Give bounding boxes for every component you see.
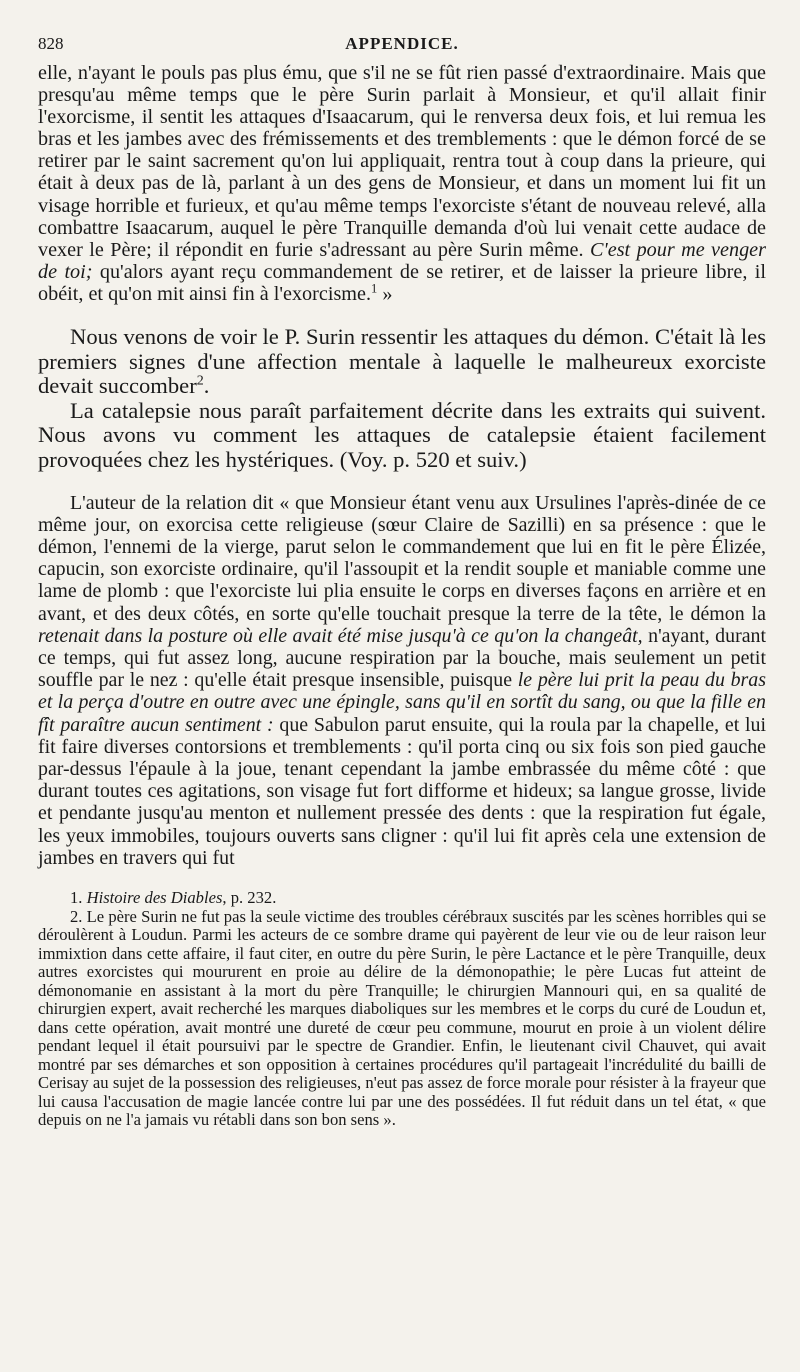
footnote-ref-1: 1 — [371, 281, 378, 296]
running-title: APPENDICE. — [345, 34, 459, 53]
footnote-2: 2. Le père Surin ne fut pas la seule victime des troubles cérébraux suscités par les scènes horribles qui se déroulèrent à Loudun. Parmi les acteurs de ce sombre drame qui payèrent de leur vie ou de leur raison leur immixtion dans cette affaire, il faut citer, en outre du père Surin, le père Lactance et le père Tranquille, deux autres exorcistes qui moururent en proie au délire de la démonopathie; le père Lucas fut atteint de démonomanie en assistant à la mort du père Tranquille; le chirurgien Mannouri qui, en sa qualité de chirurgien expert, avait recherché les marques diaboliques sur les membres et le corps du curé de Loudun et, dans cette opération, avait montré une dureté de cœur peu commune, mourut en proie à un violent délire pendant lequel il était poursuivi par le spectre de Grandier. Enfin, le lieutenant civil Chauvet, qui avait montré par ses démarches et son opposition à certaines procédures qu'il partageait l'incrédulité du bailli de Cerisay au sujet de la possession des religieuses, n'eut pas assez de force morale pour résister à la frayeur que lui causa l'accusation de magie lancée contre lui par une des possédées. Il fut réduit dans un tel état, « que depuis on ne l'a jamais vu rétabli dans son bon sens ». — [38, 906, 766, 1130]
footnote-1: 1. Histoire des Diables, p. 232. — [70, 888, 277, 908]
page-number: 828 — [38, 34, 64, 53]
quoted-continuation — [38, 62, 766, 305]
footnotes — [38, 889, 766, 1130]
page-header — [38, 34, 766, 62]
italic-quote: C'est pour me venger de toi; — [38, 238, 766, 283]
relation-excerpt — [38, 492, 766, 869]
paragraph-4: L'auteur de la relation dit « que Monsieur étant venu aux Ursulines l'après-dinée de ce même jour, on exorcisa cette religieuse (sœur Claire de Sazilli) en sa présence : que le démon, l'ennemi de la vierge, parut selon le commandement que lui en fit le père Élizée, capucin, son exorciste ordinaire, qu'il l'assoupit et la rendit souple et maniable comme une lame de plomb : que l'exorciste lui plia ensuite le corps en diverses façons en arrière et en avant, et des deux côtés, en sorte qu'elle touchait presque la terre de la tête, le démon la retenait dans la posture où elle avait été mise jusqu'à ce qu'on la changeât, n'ayant, durant ce temps, qui fut assez long, aucune respiration par la bouche, mais seulement un petit souffle par le nez : qu'elle était presque insensible, puisque le père lui prit la peau du bras et la perça d'outre en outre avec une épingle, sans qu'il en sortît du sang, ou que la fille en fît paraître aucun sentiment : que Sabulon parut ensuite, qui la roula par la chapelle, et lui fit faire diverses contorsions et tremblements : qu'il porta cinq ou six fois son pied gauche par-dessus l'épaule à la joue, tenant cependant la jambe embrassée du même côté : que durant toutes ces agitations, son visage fut fort difforme et hideux; sa langue grosse, livide et pendante jusqu'au menton et nullement pressée des dents : que la respiration fut égale, les yeux immobiles, toujours ouverts sans cligner : qu'il lui fit après cela une extension de jambes en travers qui fut — [38, 491, 766, 869]
footnote-ref-2: 2 — [196, 373, 204, 389]
paragraph-3: La catalepsie nous paraît parfaitement décrite dans les extraits qui suivent. Nous avons vu comment les attaques de catalepsie étaient facilement provoquées chez les hystériques. (Voy. p. 520 et suiv.) — [38, 397, 766, 472]
paragraph-1: elle, n'ayant le pouls pas plus ému, que s'il ne se fût rien passé d'extraordinaire. Mais que presqu'au même temps que le père Surin parlait à Monsieur, et qu'il allait finir l'exorcisme, il sentit les attaques d'Isaacarum, qui le renversa deux fois, et lui remua les bras et les jambes avec des frémissements et des tremblements : que le démon forcé de se retirer par le saint sacrement qu'on lui appliquait, rentra tout à coup dans la prieure, qui était à deux pas de là, parlant à un des gens de Monsieur, et dans un moment lui fit un visage horrible et furieux, et qu'au même temps l'exorciste s'étant de nouveau relevé, alla combattre Isaacarum, auquel le père Tranquille demanda d'où lui venait cette audace de vexer le Père; il répondit en furie s'adressant au père Surin même. C'est pour me venger de toi; qu'alors ayant reçu commandement de se retirer, et de laisser la prieure libre, il obéit, et qu'on mit ainsi fin à l'exorcisme.$^1$ » — [38, 62, 766, 305]
commentary-block — [38, 325, 766, 473]
paragraph-2: Nous venons de voir le P. Surin ressentir les attaques du démon. C'était là les premiers signes d'une affection mentale à laquelle le malheureux exorciste devait succomber$^2$. — [38, 324, 766, 399]
book-page — [38, 34, 766, 1130]
